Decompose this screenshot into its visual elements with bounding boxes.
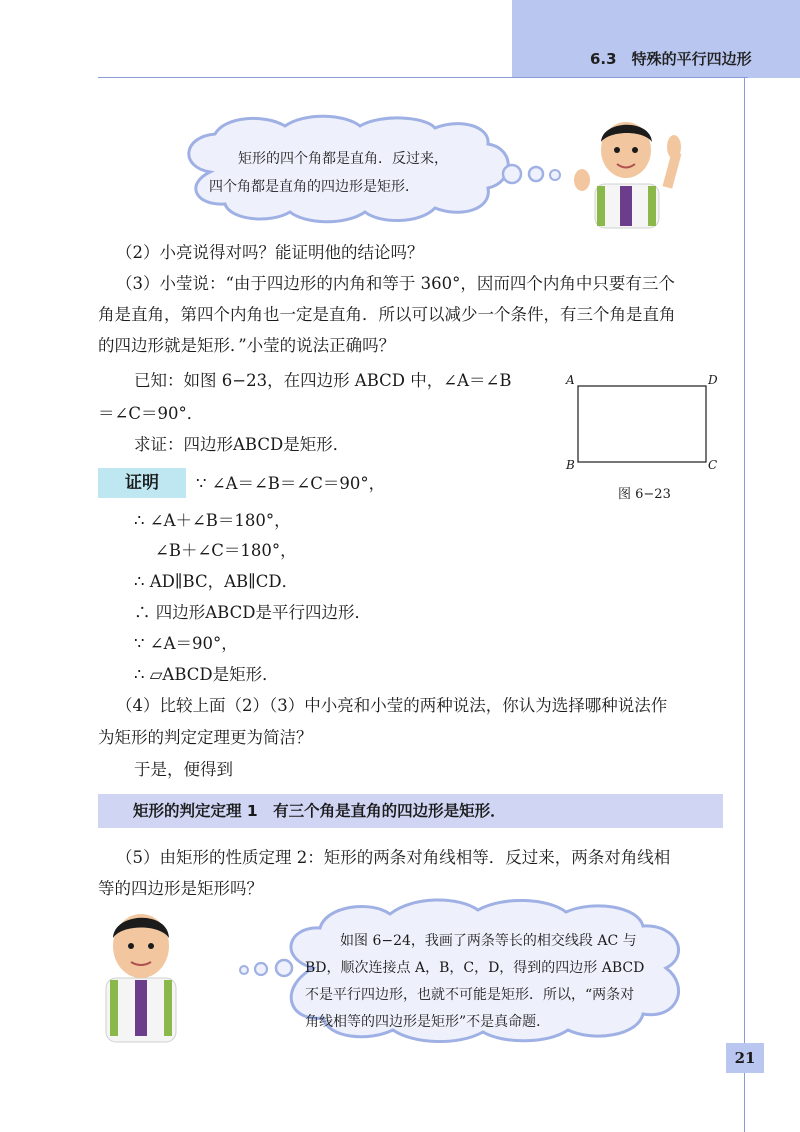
given-line2: ＝∠C＝90°． bbox=[98, 404, 204, 423]
vertex-c-label: C bbox=[708, 458, 718, 472]
given-line1: 已知：如图 6−23，在四边形 ABCD 中，∠A＝∠B bbox=[134, 371, 512, 390]
bubble1-line1: 矩形的四个角都是直角．反过来， bbox=[238, 151, 448, 167]
proof-step-4: ∴ AD∥BC，AB∥CD． bbox=[134, 572, 299, 591]
proof-step-7: ∴ ▱ABCD是矩形． bbox=[134, 665, 279, 684]
proof-step-2: ∴ ∠A＋∠B＝180°， bbox=[134, 511, 291, 530]
side-rule bbox=[744, 78, 745, 1132]
bubble1-line2: 四个角都是直角的四边形是矩形． bbox=[209, 179, 419, 195]
question-5-line2: 等的四边形是矩形吗？ bbox=[98, 879, 263, 898]
question-4-line2: 为矩形的判定定理更为简洁？ bbox=[98, 728, 313, 747]
figure-rectangle-abcd bbox=[560, 370, 730, 480]
bubble2-line2: BD，顺次连接点 A，B，C，D，得到的四边形 ABCD bbox=[305, 960, 645, 976]
theorem-text: 矩形的判定定理 1 有三个角是直角的四边形是矩形． bbox=[133, 802, 506, 820]
bubble2-line1: 如图 6−24，我画了两条等长的相交线段 AC 与 bbox=[340, 933, 637, 949]
vertex-b-label: B bbox=[566, 458, 575, 472]
figure-caption: 图 6−23 bbox=[618, 487, 671, 502]
proof-step-1: ∵ ∠A＝∠B＝∠C＝90°， bbox=[196, 474, 386, 493]
vertex-a-label: A bbox=[566, 373, 575, 387]
proof-step-6: ∵ ∠A＝90°， bbox=[134, 634, 238, 653]
page-number: 21 bbox=[734, 1049, 756, 1067]
question-5-line1: （5）由矩形的性质定理 2：矩形的两条对角线相等．反过来，两条对角线相 bbox=[116, 848, 671, 867]
boy-illustration-2 bbox=[106, 914, 176, 1042]
section-title: 6.3 特殊的平行四边形 bbox=[590, 50, 752, 68]
question-4-line1: （4）比较上面（2）（3）中小亮和小莹的两种说法，你认为选择哪种说法作 bbox=[116, 696, 668, 715]
vertex-d-label: D bbox=[708, 373, 718, 387]
question-2: （2）小亮说得对吗？能证明他的结论吗？ bbox=[116, 243, 424, 262]
conclusion-intro: 于是，便得到 bbox=[134, 760, 233, 779]
bubble2-line3: 不是平行四边形，也就不可能是矩形．所以，“两条对 bbox=[305, 987, 635, 1003]
proof-step-5: ∴ 四边形ABCD是平行四边形． bbox=[134, 603, 371, 622]
question-3-line3: 的四边形就是矩形．”小莹的说法正确吗？ bbox=[98, 336, 396, 355]
header-rule bbox=[98, 77, 748, 78]
bubble2-line4: 角线相等的四边形是矩形”不是真命题． bbox=[305, 1014, 551, 1030]
question-3-line1: （3）小莹说：“由于四边形的内角和等于 360°，因而四个内角中只要有三个 bbox=[116, 274, 675, 293]
question-3-line2: 角是直角，第四个内角也一定是直角．所以可以减少一个条件，有三个角是直角 bbox=[98, 305, 676, 324]
boy-illustration-1 bbox=[574, 122, 681, 228]
proof-step-3: ∠B＋∠C＝180°， bbox=[155, 541, 297, 560]
proof-label: 证明 bbox=[98, 468, 186, 498]
prove-statement: 求证：四边形ABCD是矩形． bbox=[134, 435, 350, 454]
